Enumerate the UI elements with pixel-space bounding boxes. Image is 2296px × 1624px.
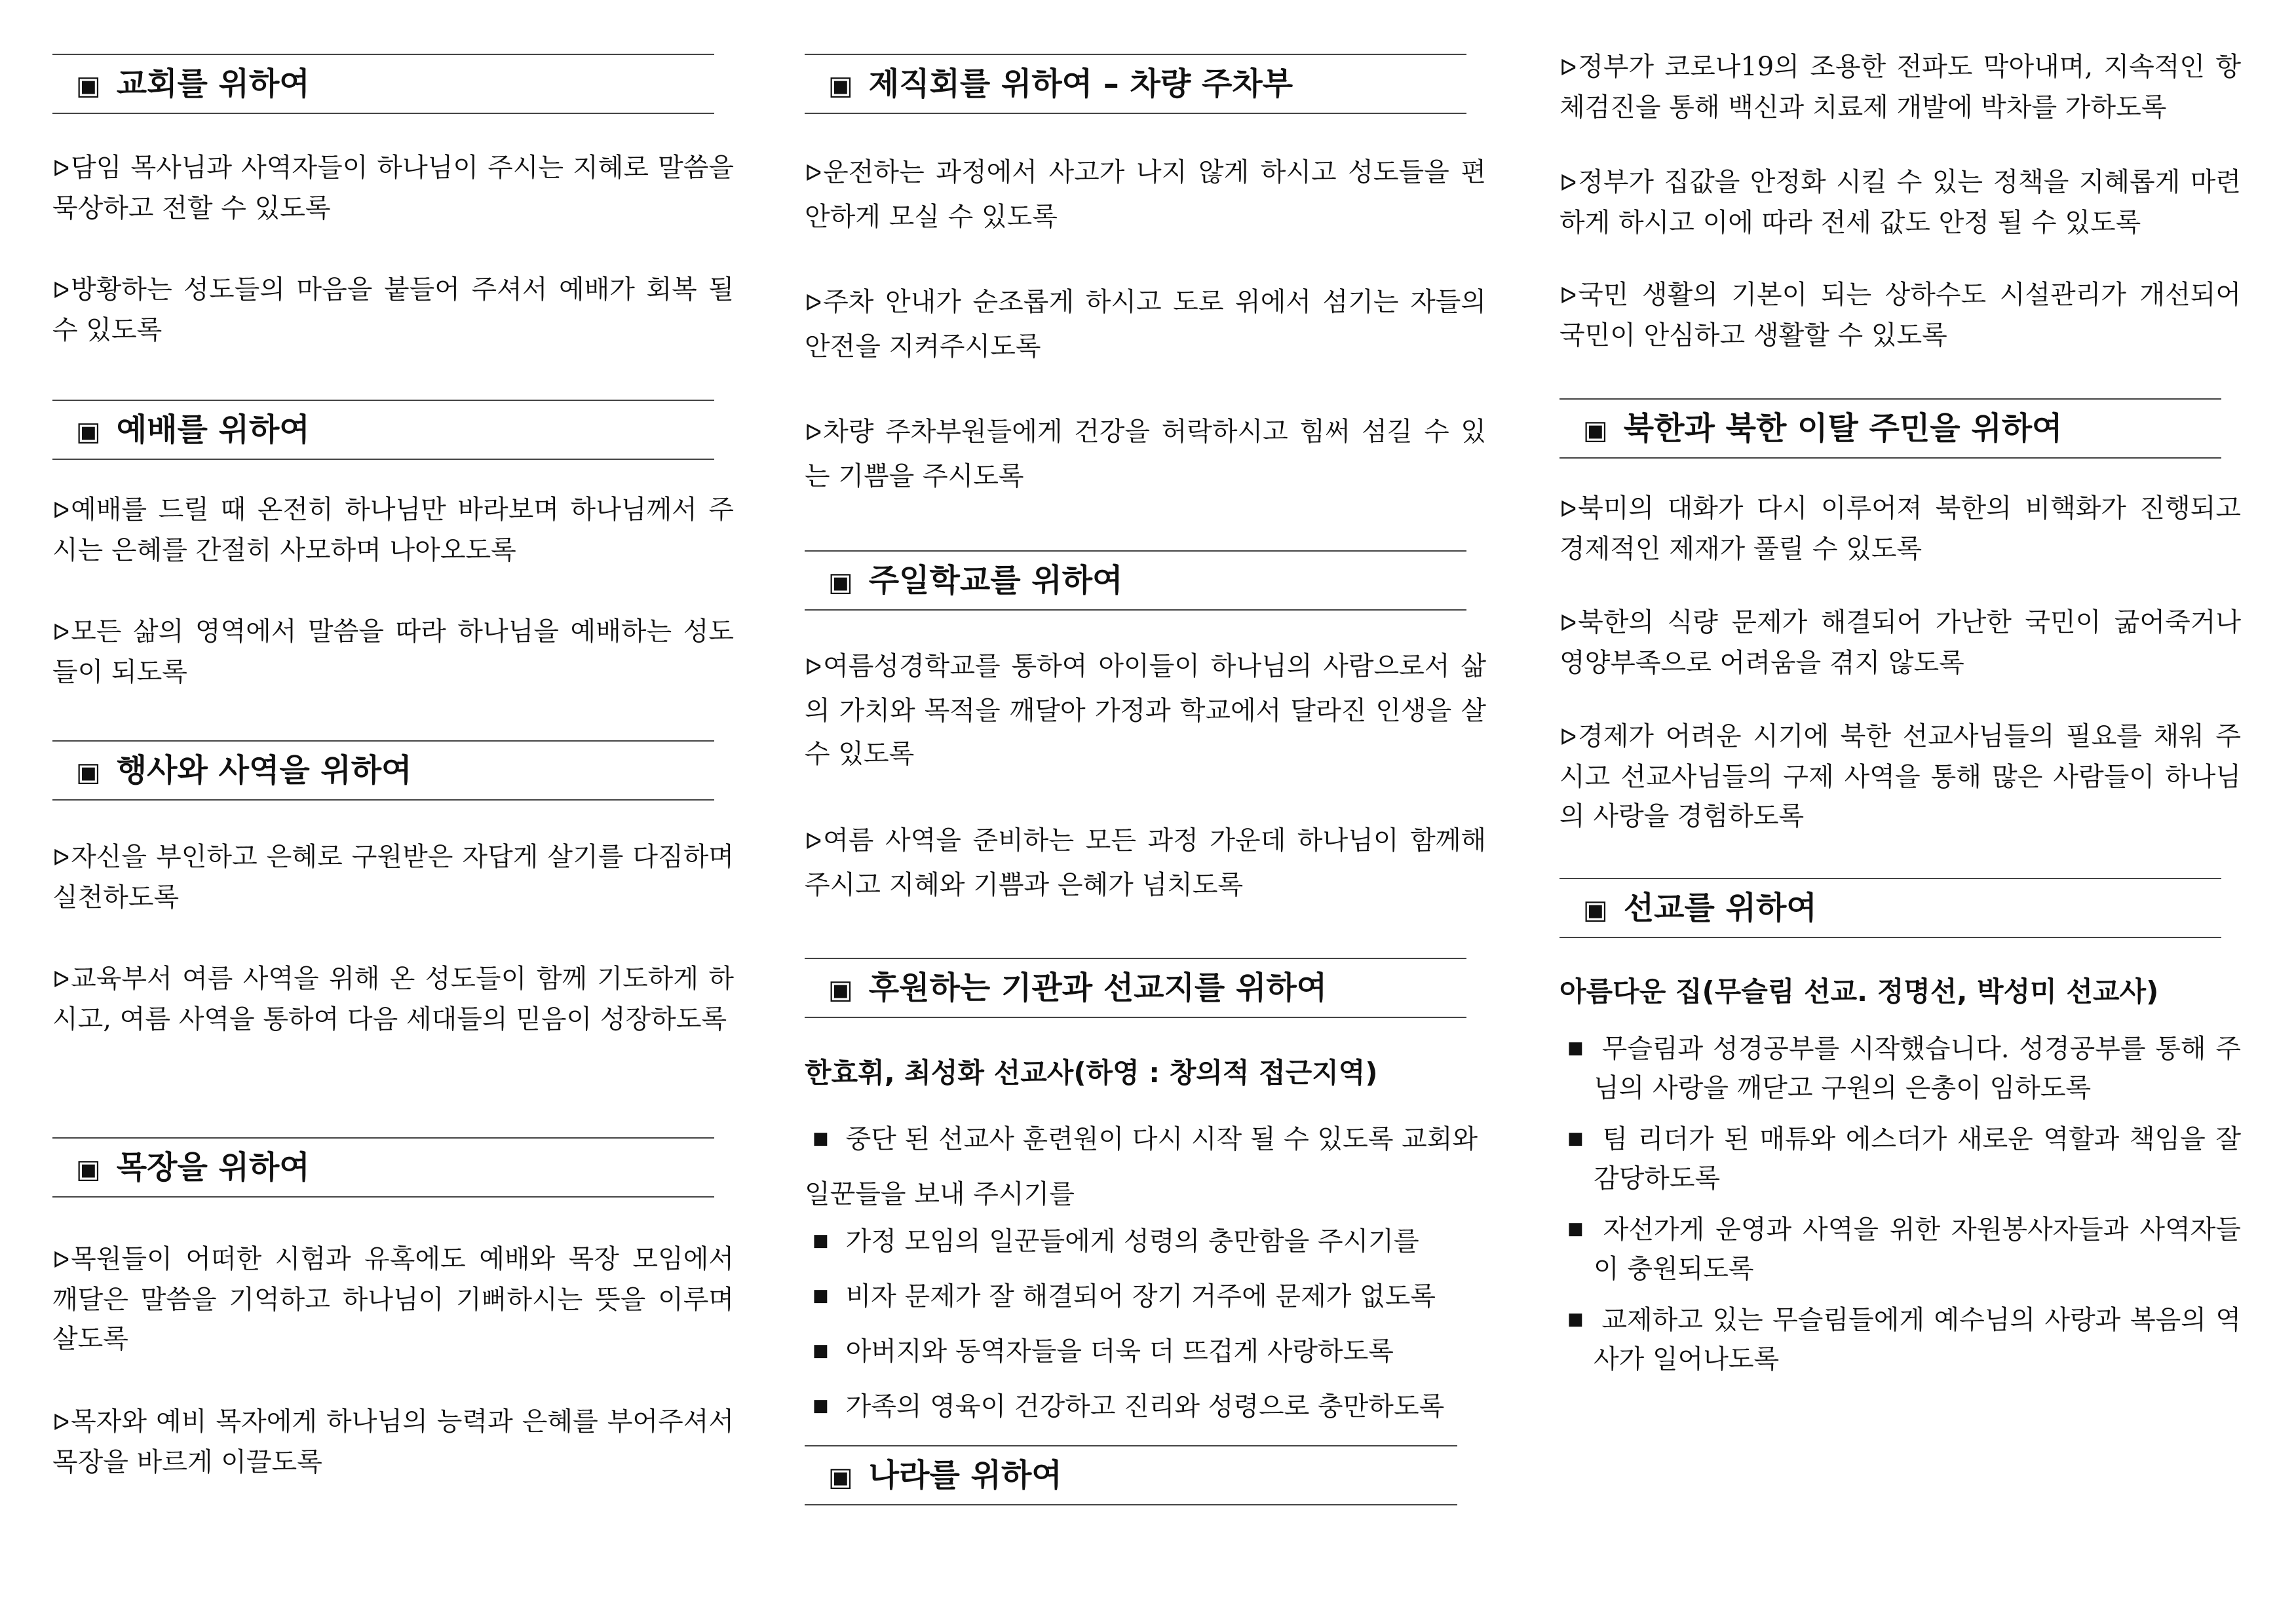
prayer-item xyxy=(1559,717,2241,836)
prayer-item-text: 목원들이 어떠한 시험과 유혹에도 예배와 목장 모임에서 깨달은 말씀을 기억하고 하나님이 기뻐하시는 뜻을 이루며 살도록 xyxy=(52,1244,734,1354)
bullet-item xyxy=(1559,1029,2241,1108)
prayer-item xyxy=(52,1402,734,1482)
prayer-item xyxy=(52,490,734,570)
square-bullet-icon: ■ xyxy=(1567,1310,1585,1329)
triangle-bullet-icon: ᐅ xyxy=(52,845,70,871)
triangle-bullet-icon: ᐅ xyxy=(805,420,822,446)
square-bullet-icon: ▣ xyxy=(76,757,101,787)
prayer-item-text: 주차 안내가 순조롭게 하시고 도로 위에서 섬기는 자들의 안전을 지켜주시도록 xyxy=(805,287,1486,362)
section-title: 선교를 위하여 xyxy=(1623,890,1817,926)
bullet-item-text: 아버지와 동역자들을 더욱 더 뜨겁게 사랑하도록 xyxy=(845,1336,1394,1367)
prayer-item-text: 모든 삶의 영역에서 말씀을 따라 하나님을 예배하는 성도들이 되도록 xyxy=(52,616,734,687)
square-bullet-icon: ▣ xyxy=(828,1462,853,1492)
triangle-bullet-icon: ᐅ xyxy=(52,498,70,524)
triangle-bullet-icon: ᐅ xyxy=(1559,55,1577,81)
square-bullet-icon: ▣ xyxy=(76,417,101,447)
triangle-bullet-icon: ᐅ xyxy=(52,967,70,993)
missionary-name: 아름다운 집(무슬림 선교. 정명선, 박성미 선교사) xyxy=(1559,975,2159,1008)
prayer-item xyxy=(1559,47,2241,127)
prayer-item-text: 담임 목사님과 사역자들이 하나님이 주시는 지혜로 말씀을 묵상하고 전할 수 있도록 xyxy=(52,153,734,223)
section-header-mission xyxy=(1559,878,2221,938)
section-header-support xyxy=(805,958,1466,1018)
bullet-item-text: 팀 리더가 된 매튜와 에스더가 새로운 역할과 책임을 잘 감당하도록 xyxy=(1594,1124,2241,1194)
prayer-item-text: 북미의 대화가 다시 이루어져 북한의 비핵화가 진행되고 경제적인 제재가 풀릴 수 있도록 xyxy=(1559,493,2241,564)
triangle-bullet-icon: ᐅ xyxy=(805,829,822,855)
triangle-bullet-icon: ᐅ xyxy=(1559,725,1577,751)
prayer-item-text: 목자와 예비 목자에게 하나님의 능력과 은혜를 부어주셔서 목장을 바르게 이끌도록 xyxy=(52,1407,734,1477)
bullet-item-text: 중단 된 선교사 훈련원이 다시 시작 될 수 있도록 교회와 일꾼들을 보내 주시기를 xyxy=(805,1124,1478,1209)
section-title: 목장을 위하여 xyxy=(116,1149,310,1186)
section-header-cell xyxy=(52,1137,714,1198)
prayer-item-text: 경제가 어려운 시기에 북한 선교사님들의 필요를 채워 주시고 선교사님들의 구제 사역을 통해 많은 사람들이 하나님의 사랑을 경험하도록 xyxy=(1559,721,2241,831)
section-header-church xyxy=(52,54,714,114)
prayer-item xyxy=(805,645,1486,776)
prayer-item xyxy=(52,837,734,917)
prayer-item xyxy=(52,959,734,1039)
bullet-item xyxy=(1559,1300,2241,1379)
triangle-bullet-icon: ᐅ xyxy=(805,290,822,316)
triangle-bullet-icon: ᐅ xyxy=(1559,170,1577,197)
square-bullet-icon: ▣ xyxy=(1583,895,1608,925)
square-bullet-icon: ▣ xyxy=(1583,415,1608,445)
prayer-item-text: 여름성경학교를 통하여 아이들이 하나님의 사람으로서 삶의 가치와 목적을 깨달아 가정과 학교에서 달라진 인생을 살 수 있도록 xyxy=(805,651,1486,769)
prayer-item xyxy=(1559,603,2241,683)
bullet-item xyxy=(805,1221,1486,1261)
prayer-item-text: 자신을 부인하고 은혜로 구원받은 자답게 살기를 다짐하며 실천하도록 xyxy=(52,842,734,913)
triangle-bullet-icon: ᐅ xyxy=(805,654,822,681)
square-bullet-icon: ▣ xyxy=(828,71,853,101)
section-header-events xyxy=(52,740,714,801)
prayer-item-text: 국민 생활의 기본이 되는 상하수도 시설관리가 개선되어 국민이 안심하고 생활할 수 있도록 xyxy=(1559,280,2241,350)
section-header-parking xyxy=(805,54,1466,114)
bullet-item xyxy=(805,1276,1486,1316)
prayer-item xyxy=(805,280,1486,368)
bullet-item xyxy=(805,1331,1486,1371)
bullet-item-text: 가족의 영육이 건강하고 진리와 성령으로 충만하도록 xyxy=(845,1391,1445,1422)
section-header-sunday-school xyxy=(805,550,1466,611)
bullet-item-text: 무슬림과 성경공부를 시작했습니다. 성경공부를 통해 주님의 사랑을 깨닫고 구원의 은총이 임하도록 xyxy=(1594,1034,2241,1103)
prayer-item xyxy=(805,151,1486,238)
bullet-item xyxy=(805,1386,1486,1426)
triangle-bullet-icon: ᐅ xyxy=(52,156,70,182)
triangle-bullet-icon: ᐅ xyxy=(52,1247,70,1274)
bullet-item-text: 가정 모임의 일꾼들에게 성령의 충만함을 주시기를 xyxy=(845,1226,1419,1256)
square-bullet-icon: ■ xyxy=(1567,1129,1586,1148)
bullet-item-text: 자선가게 운영과 사역을 위한 자원봉사자들과 사역자들이 충원되도록 xyxy=(1594,1215,2241,1284)
triangle-bullet-icon: ᐅ xyxy=(1559,611,1577,637)
prayer-item xyxy=(1559,275,2241,355)
prayer-item-text: 방황하는 성도들의 마음을 붙들어 주셔서 예배가 회복 될 수 있도록 xyxy=(52,274,734,345)
square-bullet-icon: ■ xyxy=(1567,1038,1585,1058)
section-title: 나라를 위하여 xyxy=(868,1457,1062,1494)
section-header-nation xyxy=(805,1445,1457,1505)
section-title: 주일학교를 위하여 xyxy=(868,562,1123,599)
missionary-name: 한효휘, 최성화 선교사(하영 : 창의적 접근지역) xyxy=(805,1057,1378,1089)
prayer-item xyxy=(52,612,734,692)
section-title: 행사와 사역을 위하여 xyxy=(116,752,412,789)
prayer-item xyxy=(52,148,734,228)
section-title: 제직회를 위하여 – 차량 주차부 xyxy=(868,66,1293,102)
prayer-item-text: 여름 사역을 준비하는 모든 과정 가운데 하나님이 함께해 주시고 지혜와 기쁨과 은혜가 넘치도록 xyxy=(805,825,1486,900)
section-header-worship xyxy=(52,400,714,460)
triangle-bullet-icon: ᐅ xyxy=(1559,283,1577,309)
prayer-item xyxy=(805,819,1486,907)
bullet-item xyxy=(1559,1209,2241,1289)
square-bullet-icon: ▣ xyxy=(76,71,101,101)
square-bullet-icon: ■ xyxy=(813,1286,829,1306)
prayer-item-text: 예배를 드릴 때 온전히 하나님만 바라보며 하나님께서 주시는 은혜를 간절히 사모하며 나아오도록 xyxy=(52,495,734,565)
square-bullet-icon: ■ xyxy=(813,1231,829,1251)
section-header-north-korea xyxy=(1559,398,2221,459)
section-title: 후원하는 기관과 선교지를 위하여 xyxy=(868,970,1328,1006)
section-title: 교회를 위하여 xyxy=(116,66,310,102)
prayer-item-text: 운전하는 과정에서 사고가 나지 않게 하시고 성도들을 편안하게 모실 수 있도록 xyxy=(805,157,1486,232)
triangle-bullet-icon: ᐅ xyxy=(52,278,70,304)
bullet-item xyxy=(805,1111,1486,1222)
square-bullet-icon: ■ xyxy=(813,1129,829,1148)
section-title: 예배를 위하여 xyxy=(116,411,310,448)
prayer-item-text: 차량 주차부원들에게 건강을 허락하시고 힘써 섬길 수 있는 기쁨을 주시도록 xyxy=(805,417,1486,491)
triangle-bullet-icon: ᐅ xyxy=(52,1410,70,1436)
bullet-item-text: 교제하고 있는 무슬림들에게 예수님의 사랑과 복음의 역사가 일어나도록 xyxy=(1594,1305,2241,1374)
square-bullet-icon: ■ xyxy=(813,1341,829,1361)
prayer-item-text: 정부가 코로나19의 조용한 전파도 막아내며, 지속적인 항체검진을 통해 백신과 치료제 개발에 박차를 가하도록 xyxy=(1559,52,2241,123)
triangle-bullet-icon: ᐅ xyxy=(1559,497,1577,523)
square-bullet-icon: ▣ xyxy=(828,567,853,597)
square-bullet-icon: ■ xyxy=(1567,1219,1586,1239)
prayer-item xyxy=(1559,162,2241,242)
square-bullet-icon: ■ xyxy=(813,1396,829,1416)
triangle-bullet-icon: ᐅ xyxy=(52,620,70,646)
prayer-item xyxy=(52,1239,734,1359)
prayer-item xyxy=(52,270,734,350)
bullet-item xyxy=(1559,1119,2241,1198)
square-bullet-icon: ▣ xyxy=(76,1154,101,1184)
section-title: 북한과 북한 이탈 주민을 위하여 xyxy=(1623,410,2063,447)
bullet-item-text: 비자 문제가 잘 해결되어 장기 거주에 문제가 없도록 xyxy=(845,1281,1436,1312)
prayer-item-text: 정부가 집값을 안정화 시킬 수 있는 정책을 지혜롭게 마련하게 하시고 이에 따라 전세 값도 안정 될 수 있도록 xyxy=(1559,167,2241,238)
triangle-bullet-icon: ᐅ xyxy=(805,161,822,187)
prayer-item-text: 교육부서 여름 사역을 위해 온 성도들이 함께 기도하게 하시고, 여름 사역을 통하여 다음 세대들의 믿음이 성장하도록 xyxy=(52,964,734,1034)
prayer-item xyxy=(1559,489,2241,569)
square-bullet-icon: ▣ xyxy=(828,975,853,1005)
prayer-item-text: 북한의 식량 문제가 해결되어 가난한 국민이 굶어죽거나 영양부족으로 어려움을 겪지 않도록 xyxy=(1559,607,2241,678)
prayer-item xyxy=(805,410,1486,498)
